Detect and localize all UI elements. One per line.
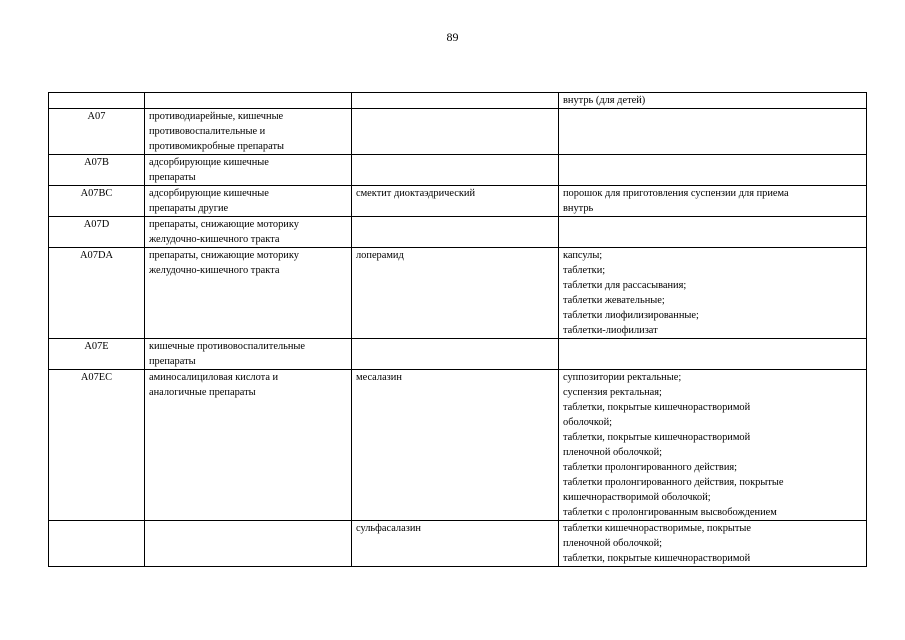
- group-cell: [145, 521, 352, 567]
- group-cell: [145, 93, 352, 109]
- dosage-form-line: таблетки, покрытые кишечнорастворимой: [563, 553, 751, 564]
- dosage-forms-cell: [559, 186, 867, 217]
- dosage-form-line: кишечнорастворимой оболочкой;: [563, 492, 711, 503]
- drug-table-body: [49, 93, 867, 567]
- dosage-form-line: таблетки-лиофилизат: [563, 325, 658, 336]
- substance-cell: [352, 370, 559, 521]
- substance-cell: [352, 186, 559, 217]
- group-line: аналогичные препараты: [149, 387, 256, 398]
- substance-cell: [352, 248, 559, 339]
- group-cell: [145, 109, 352, 155]
- atc-code: A07D: [83, 219, 110, 230]
- dosage-forms-cell: [559, 248, 867, 339]
- group-line: аминосалициловая кислота и: [149, 372, 279, 383]
- group-line: противодиарейные, кишечные: [149, 111, 284, 122]
- dosage-form-line: таблетки, покрытые кишечнорастворимой: [563, 432, 751, 443]
- group-cell: [145, 339, 352, 370]
- group-cell: [145, 217, 352, 248]
- group-line: препараты другие: [149, 203, 229, 214]
- page-number: 89: [446, 30, 459, 44]
- dosage-form-line: таблетки пролонгированного действия, покрытые: [563, 477, 784, 488]
- dosage-form-line: таблетки, покрытые кишечнорастворимой: [563, 402, 751, 413]
- group-cell: [145, 370, 352, 521]
- atc-code-cell: [49, 186, 145, 217]
- dosage-form-line: суппозитории ректальные;: [563, 372, 682, 383]
- dosage-form-line: капсулы;: [563, 250, 603, 261]
- substance-name: лоперамид: [356, 250, 404, 261]
- dosage-form-line: пленочной оболочкой;: [563, 447, 663, 458]
- group-line: кишечные противовоспалительные: [149, 341, 306, 352]
- substance-cell: [352, 521, 559, 567]
- dosage-form-line: суспензия ректальная;: [563, 387, 662, 398]
- table-row: [49, 93, 867, 109]
- atc-code: A07DA: [80, 250, 113, 261]
- group-cell: [145, 186, 352, 217]
- atc-code-cell: [49, 248, 145, 339]
- group-line: желудочно-кишечного тракта: [149, 265, 280, 276]
- dosage-forms-cell: [559, 521, 867, 567]
- table-row: [49, 370, 867, 521]
- group-line: адсорбирующие кишечные: [149, 157, 269, 168]
- dosage-form-line: таблетки лиофилизированные;: [563, 310, 699, 321]
- atc-code-cell: [49, 521, 145, 567]
- atc-code: A07BC: [80, 188, 113, 199]
- dosage-form-line: таблетки кишечнорастворимые, покрытые: [563, 523, 752, 534]
- dosage-forms-cell: [559, 93, 867, 109]
- dosage-forms-cell: [559, 155, 867, 186]
- atc-code-cell: [49, 155, 145, 186]
- dosage-form-line: таблетки;: [563, 265, 606, 276]
- group-line: противомикробные препараты: [149, 141, 284, 152]
- substance-name: месалазин: [356, 372, 402, 383]
- dosage-form-line: порошок для приготовления суспензии для приема: [563, 188, 789, 199]
- dosage-form-line: таблетки с пролонгированным высвобождением: [563, 507, 777, 518]
- group-line: препараты, снижающие моторику: [149, 219, 299, 230]
- atc-code: A07B: [84, 157, 109, 168]
- atc-code: A07EC: [80, 372, 113, 383]
- group-line: препараты: [149, 356, 196, 367]
- dosage-forms-cell: [559, 339, 867, 370]
- table-row: [49, 339, 867, 370]
- group-line: адсорбирующие кишечные: [149, 188, 269, 199]
- group-line: препараты, снижающие моторику: [149, 250, 299, 261]
- atc-code: A07: [87, 111, 106, 122]
- table-row: [49, 217, 867, 248]
- atc-code-cell: [49, 109, 145, 155]
- dosage-forms-cell: [559, 109, 867, 155]
- dosage-form-line: таблетки для рассасывания;: [563, 280, 687, 291]
- dosage-forms-cell: [559, 217, 867, 248]
- group-cell: [145, 248, 352, 339]
- dosage-form-line: пленочной оболочкой;: [563, 538, 663, 549]
- group-line: препараты: [149, 172, 196, 183]
- atc-code-cell: [49, 93, 145, 109]
- table-row: [49, 248, 867, 339]
- table-row: [49, 186, 867, 217]
- dosage-form-line: таблетки пролонгированного действия;: [563, 462, 738, 473]
- atc-code-cell: [49, 370, 145, 521]
- atc-code: A07E: [84, 341, 109, 352]
- substance-cell: [352, 109, 559, 155]
- group-line: желудочно-кишечного тракта: [149, 234, 280, 245]
- table-row: [49, 109, 867, 155]
- dosage-form-line: оболочкой;: [563, 417, 613, 428]
- group-line: противовоспалительные и: [149, 126, 266, 137]
- table-row: [49, 155, 867, 186]
- dosage-form-line: внутрь: [563, 203, 594, 214]
- atc-code-cell: [49, 339, 145, 370]
- dosage-forms-cell: [559, 370, 867, 521]
- atc-code-cell: [49, 217, 145, 248]
- dosage-form-line: таблетки жевательные;: [563, 295, 665, 306]
- substance-name: сульфасалазин: [356, 523, 421, 534]
- table-row: [49, 521, 867, 567]
- substance-name: смектит диоктаэдрический: [356, 188, 476, 199]
- drug-table: [48, 92, 867, 567]
- dosage-form-line: внутрь (для детей): [563, 95, 646, 106]
- substance-cell: [352, 217, 559, 248]
- substance-cell: [352, 93, 559, 109]
- group-cell: [145, 155, 352, 186]
- substance-cell: [352, 339, 559, 370]
- substance-cell: [352, 155, 559, 186]
